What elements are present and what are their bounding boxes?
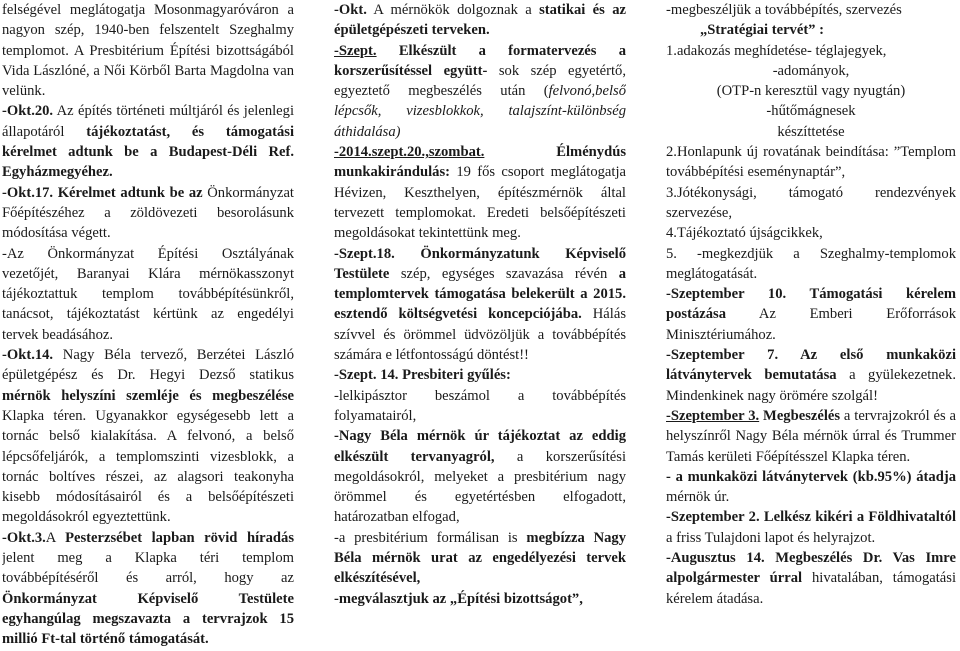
text: 3.Jótékonysági, támogató rendezvények szervezése, (666, 184, 956, 221)
paragraph (334, 142, 626, 243)
paragraph (666, 548, 956, 609)
paragraph (666, 223, 956, 243)
paragraph (666, 183, 956, 224)
text: a tervrajzokról és a helyszínről Nagy Béla mérnök úrral és Trummer Tamás kerületi Főépítésszel Klapka téren. (666, 407, 956, 465)
paragraph (334, 244, 626, 366)
text: -lelkipásztor beszámol a továbbépítés folyamatairól, (334, 387, 626, 424)
date-szept-3: -Szeptember 3. (666, 407, 760, 424)
text: 2.Honlapunk új rovatának beindítása: ”Templom továbbépítési eseménynaptár”, (666, 144, 956, 181)
text-bold: „Stratégiai tervét” : (700, 22, 824, 39)
paragraph (666, 345, 956, 406)
text-bold: a templomtervek támogatása belekerült a 2015. esztendő költségvetési koncepciójába. (334, 265, 626, 323)
paragraph (666, 20, 956, 40)
text-italic: felvonó,belső lépcsők, vizesblokkok, talajszínt-különbség áthidalása) (334, 83, 626, 140)
text: (OTP-n keresztül vagy nyugtán) (716, 83, 906, 100)
column-middle (334, 0, 626, 651)
text-bold: megbízza Nagy Béla mérnök urat az engedélyezési tervek elkészítésével, (334, 529, 626, 587)
paragraph (334, 365, 626, 385)
text-bold: statikai és az épületgépészeti terveken. (334, 2, 626, 39)
paragraph (2, 183, 294, 244)
text-bold: tájékoztatást, és támogatási kérelmet adtunk be a Budapest-Déli Ref. Egyházmegyéhez. (2, 123, 294, 181)
text: 5. -megkezdjük a Szeghalmy-templomok meglátogatását. (666, 245, 956, 282)
paragraph (334, 0, 626, 41)
text-bold: Önkormányzat Képviselő Testülete egyhangúlag megszavazta a tervrajzok 15 millió Ft-tal történő támogatását. (2, 590, 294, 648)
text: Nagy Béla tervező, Berzétei László épületgépész és Dr. Hegyi Dezső statikus (2, 347, 294, 384)
column-right (666, 0, 956, 651)
text: Önkormányzat Főépítészéhez a zöldövezeti besorolásunk módosítása végett. (2, 184, 294, 242)
date-szept: -Szept. (334, 42, 377, 59)
paragraph (666, 0, 956, 20)
text: a korszerűsítési megoldásokról, melyeket a presbitérium nagy örömmel és egyetértésben elfogadott, határozatban elfogad, (334, 448, 626, 526)
paragraph (666, 507, 956, 548)
date-szept-2: -Szeptember 2. Lelkész kikéri a Földhivataltól (666, 509, 956, 526)
text: sok szép egyetértő, egyeztető megbeszélés után ( (334, 62, 626, 100)
paragraph (2, 0, 294, 101)
text: mérnök úr. (666, 489, 730, 506)
text-bold: mérnök helyszíni szemléje és megbeszélése (2, 387, 294, 404)
text: 1.adakozás meghídetése- téglajegyek, (666, 42, 887, 59)
text: szép, egységes szavazása révén (400, 265, 608, 282)
paragraph (666, 101, 956, 121)
date-okt-3: -Okt.3. (2, 529, 46, 546)
text: -adományok, (772, 62, 850, 79)
paragraph (666, 142, 956, 183)
text: Az Emberi Erőforrások Minisztériumához. (666, 306, 956, 343)
text: Hálás szívvel és örömmel üdvözöljük a továbbépítés számára e létfontosságú döntést!! (334, 306, 626, 364)
paragraph (334, 41, 626, 142)
text: 4.Tájékoztató újságcikkek, (666, 225, 823, 242)
paragraph (334, 426, 626, 527)
paragraph (334, 386, 626, 427)
text: A mérnökök dolgoznak a (373, 2, 532, 18)
text-bold: Kérelmet adtunk be az (57, 184, 203, 201)
paragraph (666, 244, 956, 285)
text: -hűtőmágnesek (766, 103, 856, 120)
text: Klapka téren. Ugyanakkor egységesebb lett a tornác belső kialakítása. A felvonó, a belső lépcsőfeljárók, a templomszinti vizesblokk, a tornác boltíves részei, az alagsori teakonyha kisebb módosításairól és a belsőépítészeti megoldásokról egyeztettünk. (2, 407, 294, 526)
date-szept-7: -Szeptember 7. Az első munkaközi látványtervek bemutatása (666, 347, 956, 384)
text-bold: -megválasztjuk az „Építési bizottságot”, (334, 590, 583, 607)
paragraph (666, 406, 956, 467)
text: -megbeszéljük a továbbépítés, szervezés (666, 2, 902, 18)
text-bold: Megbeszélés (763, 407, 841, 424)
paragraph (666, 41, 956, 61)
paragraph (334, 589, 626, 609)
text: jelent meg a Klapka téri templom továbbépítéséről és arról, hogy az (2, 550, 294, 587)
paragraph (2, 528, 294, 650)
paragraph (666, 81, 956, 101)
text-bold: Élménydús munkakirándulás: (334, 144, 626, 181)
paragraph (666, 61, 956, 81)
date-okt-20: -Okt.20. (2, 103, 54, 120)
text: -Az Önkormányzat Építési Osztályának vezetőjét, Baranyai Klára mérnökasszonyt tájékoztattuk templom továbbépítésünkről, tanácsot, tájékoztatást kértünk az engedélyi tervek beadásához. (2, 245, 294, 343)
text: a friss Tulajdoni lapot és helyrajzot. (666, 529, 876, 546)
date-szept-20: -2014.szept.20.,szombat. (334, 144, 485, 161)
date-szept-14: -Szept. 14. Presbiteri gyűlés: (334, 367, 511, 384)
text: készíttetése (777, 123, 845, 140)
text: -a presbitérium formálisan is (334, 529, 518, 546)
text-bold: Elkészült a formatervezés a korszerűsítéssel együtt- (334, 42, 626, 79)
paragraph (666, 284, 956, 345)
paragraph (2, 101, 294, 182)
text: felségével meglátogatja Mosonmagyaróváron a nagyon szép, 1940-ben felszentelt Szeghalmy templomot. A Presbitérium Építési bizottságából Vida Lászlóné, a Női Körből Barta Magdolna van velünk. (2, 2, 294, 100)
paragraph (666, 467, 956, 508)
paragraph (2, 244, 294, 345)
column-left (2, 0, 294, 651)
text: hivatalában, támogatási kérelem átadása. (666, 570, 956, 607)
date-okt-14: -Okt.14. (2, 347, 54, 364)
text: a gyülekezetnek. Mindenkinek nagy örömére szolgál! (666, 367, 956, 404)
date-szept-10: -Szeptember 10. Támogatási kérelem postázása (666, 286, 956, 323)
date-aug-14: -Augusztus 14. Megbeszélés Dr. Vas Imre alpolgármester úrral (666, 550, 956, 587)
date-szept-18: -Szept.18. Önkormányzatunk Képviselő Testülete (334, 245, 626, 282)
text-bold: - a munkaközi látványtervek (kb.95%) átadja (666, 468, 956, 485)
text: A (45, 529, 56, 546)
paragraph (334, 528, 626, 589)
text-bold: Pesterzsébet lapban rövid híradás (65, 529, 294, 546)
date-okt-17: -Okt.17. (2, 184, 54, 201)
text-bold: -Nagy Béla mérnök úr tájékoztat az eddig elkészült tervanyagról, (334, 428, 626, 465)
paragraph (2, 345, 294, 528)
text: Az építés történeti múltjáról és jelenlegi állapotáról (2, 103, 294, 140)
text: 19 fős csoport meglátogatja Hévizen, Keszthelyen, építészmérnök által tervezett templomokat. Eredeti belsőépítészeti megoldásokat tekintettünk meg. (334, 164, 626, 242)
paragraph (666, 122, 956, 142)
date-okt: -Okt. (334, 2, 367, 18)
